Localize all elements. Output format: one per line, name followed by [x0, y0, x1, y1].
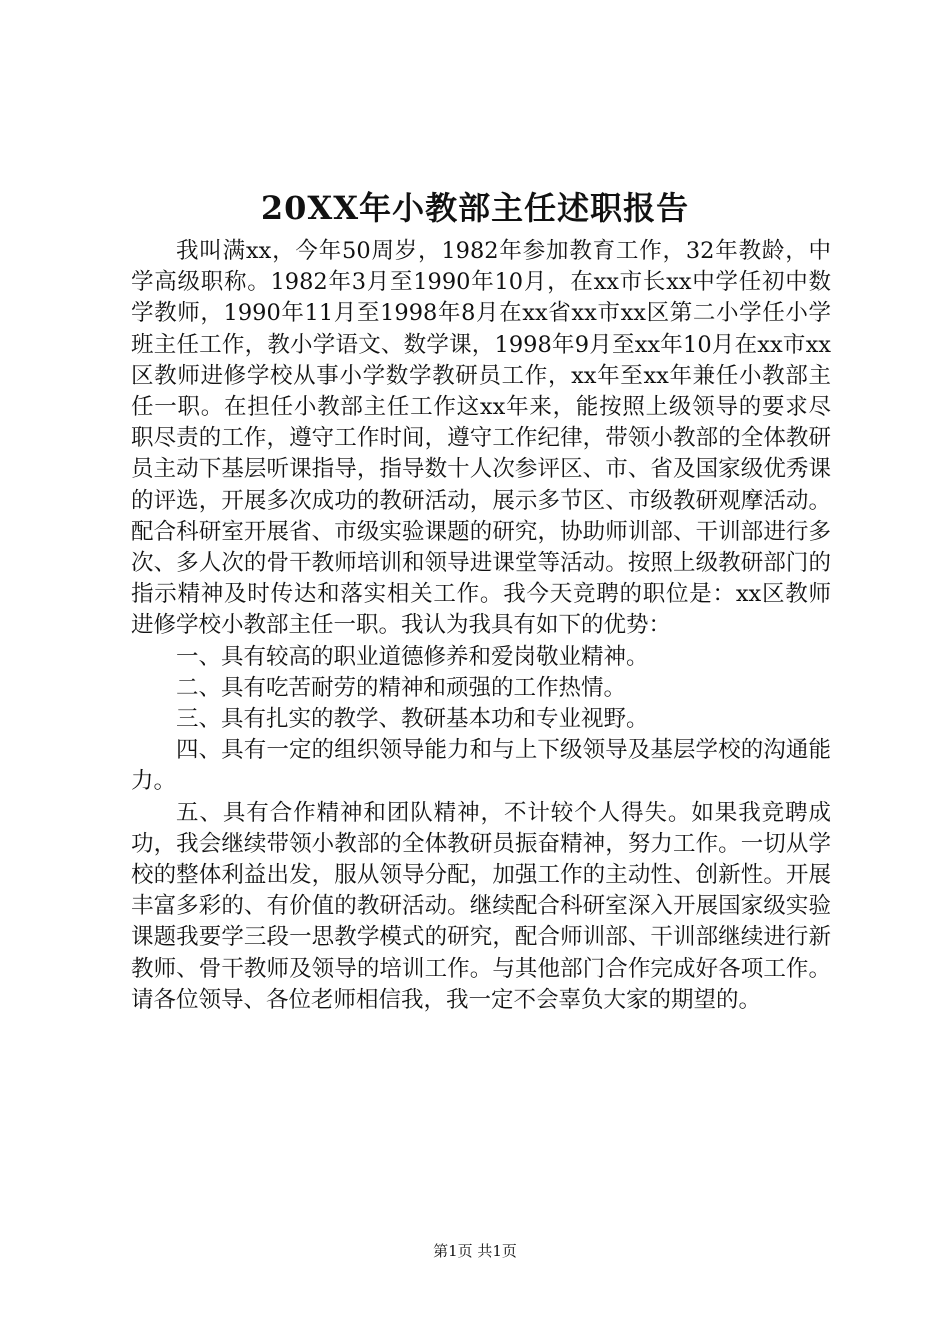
- document-body: [131, 236, 831, 1016]
- paragraph-advantage-3: 三、具有扎实的教学、教研基本功和专业视野。: [176, 706, 649, 733]
- paragraph-advantage-5: 五、具有合作精神和团队精神，不计较个人得失。如果我竞聘成功，我会继续带领小教部的全体教研员振奋精神，努力工作。一切从学校的整体利益出发，服从领导分配，加强工作的主动性、创新性。开展丰富多彩的、有价值的教研活动。继续配合科研室深入开展国家级实验课题我要学三段一思教学模式的研究，配合师训部、干训部继续进行新教师、骨干教师及领导的培训工作。与其他部门合作完成好各项工作。请各位领导、各位老师相信我，我一定不会辜负大家的期望的。: [131, 799, 831, 1013]
- page-number-footer: 第1页 共1页: [433, 1242, 517, 1260]
- document-title: 20XX年小教部主任述职报告: [260, 189, 690, 227]
- paragraph-advantage-2: 二、具有吃苦耐劳的精神和顽强的工作热情。: [176, 674, 627, 701]
- paragraph-advantage-4: 四、具有一定的组织领导能力和与上下级领导及基层学校的沟通能力。: [131, 737, 831, 795]
- paragraph-intro: 我叫满xx，今年50周岁，1982年参加教育工作，32年教龄，中学高级职称。1982年3月至1990年10月，在xx市长xx中学任初中数学教师，1990年11月至1998年8月在xx省xx市xx区第二小学任小学班主任工作，教小学语文、数学课，1998年9月至xx年10月在xx市xx区教师进修学校从事小学数学教研员工作，xx年至xx年兼任小教部主任一职。在担任小教部主任工作这xx年来，能按照上级领导的要求尽职尽责的工作，遵守工作时间，遵守工作纪律，带领小教部的全体教研员主动下基层听课指导，指导数十人次参评区、市、省及国家级优秀课的评选，开展多次成功的教研活动，展示多节区、市级教研观摩活动。配合科研室开展省、市级实验课题的研究，协助师训部、干训部进行多次、多人次的骨干教师培训和领导进课堂等活动。按照上级教研部门的指示精神及时传达和落实相关工作。我今天竞聘的职位是：xx区教师进修学校小教部主任一职。我认为我具有如下的优势：: [131, 238, 831, 639]
- paragraph-advantage-1: 一、具有较高的职业道德修养和爱岗敬业精神。: [176, 643, 649, 670]
